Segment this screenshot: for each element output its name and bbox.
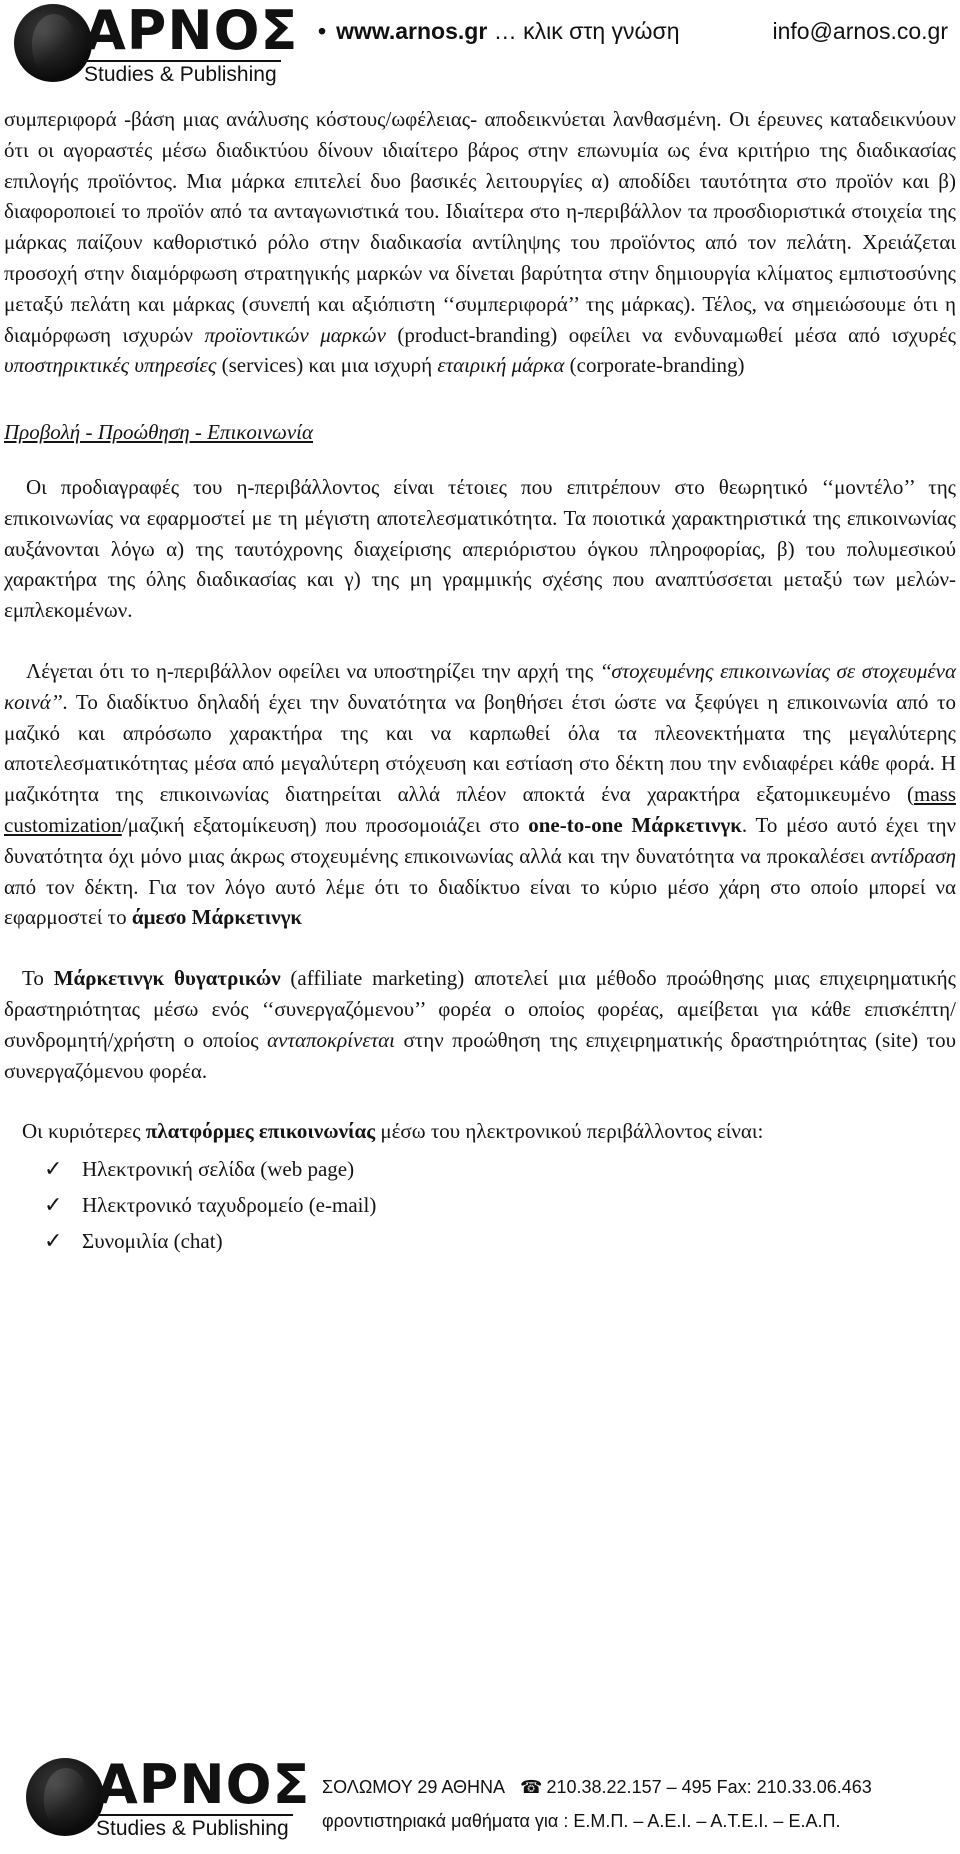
footer-logo [26,1753,311,1841]
emphasis-direct-marketing: άμεσο Μάρκετινγκ [131,905,303,930]
list-item: ✓ Συνομιλία (chat) [44,1223,956,1259]
paragraph-branding: συμπεριφορά -βάση μιας ανάλυσης κόστους/ωφέλειας- αποδεικνύεται λανθασμένη. Οι έρευνες καταδεικνύουν ότι οι αγοραστές μέσω διαδικτύου δίνουν ιδιαίτερο βάρος στην επωνυμία ως ένα κριτήριο της διαδικασίας επιλογής προϊόντος. Μια μάρκα επιτελεί δυο βασικές λειτουργίες α) αποδίδει ταυτότητα στο προϊόν και β) διαφοροποιεί το προϊόν από τα ανταγωνιστικά του. Ιδιαίτερα στο η-περιβάλλον τα προσδιοριστικά στοιχεία της μάρκας παίζουν καθοριστικό ρόλο στην διαδικασία αντίληψης του προϊόντος από τον πελάτη. Χρειάζεται προσοχή στην διαμόρφωση στρατηγικής μαρκών να δίνεται βαρύτητα στην δημιουργία κλίματος εμπιστοσύνης μεταξύ πελάτη και μάρκας (συνεπή και αξιόπιστη ‘‘συμπεριφορά’’ της μάρκας). Τέλος, να σημειώσουμε ότι η διαμόρφωση ισχυρών προϊοντικών μαρκών (product-branding) οφείλει να ενδυναμωθεί μέσα από ισχυρές υποστηρικτικές υπηρεσίες (services) και μια ισχυρή εταιρική μάρκα (corporate-branding) [4,107,956,378]
fax-number: Fax: 210.33.06.463 [716,1777,872,1797]
platform-checklist [4,1151,956,1259]
mass-customization-term: mass customization [4,782,956,837]
check-icon: ✓ [44,1192,63,1218]
page-footer [0,1752,960,1854]
footer-tagline: φροντιστηριακά μαθήματα για : Ε.Μ.Π. – Α.Ε.Ι. – Α.Τ.Ε.Ι. – Ε.Α.Π. [322,1811,841,1831]
paragraph-specifications: Οι προδιαγραφές του η-περιβάλλοντος είναι τέτοιες που επιτρέπουν στο θεωρητικό ‘‘μοντέλο’’ της επικοινωνίας να εφαρμοστεί με τη μέγιστη αποτελεσματικότητα. Τα ποιοτικά χαρακτηριστικά της επικοινωνίας αυξάνονται λόγω α) της ταυτόχρονης διαχείρισης απεριόριστου όγκου πληροφορίας, β) του πολυμεσικού χαρακτήρα της όλης διαδικασίας και γ) της μη γραμμικής σχέσης που αναπτύσσεται μεταξύ των μελών-εμπλεκομένων. [4,474,956,623]
arnos-logo [14,0,299,87]
paragraph-targeted-communication: Λέγεται ότι το η-περιβάλλον οφείλει να υποστηρίζει την αρχή της ‘‘στοχευμένης επικοινωνίας σε στοχευμένα κοινά’’. Το διαδίκτυο δηλαδή έχει την δυνατότητα να βοηθήσει έτσι ώστε να ξεφύγει η επικοινωνία από το μαζικό και απρόσωπο χαρακτήρα της και να καρπωθεί όλα τα πλεονεκτήματα της μεγαλύτερης αποτελεσματικότητας μέσα από μεγαλύτερη στόχευση και εστίαση στο δέκτη που την ενδιαφέρει κάθε φορά. Η μαζικότητα της επικοινωνίας διατηρείται αλλά πλέον αποκτά ένα χαρακτήρα εξατομικευμένο (mass customization/μαζική εξατομίκευση) που προσομοιάζει στο one-to-one Μάρκετινγκ. Το μέσο αυτό έχει την δυνατότητα όχι μόνο μιας άκρως στοχευμένης επικοινωνίας αλλά και την δυνατότητα να προκαλέσει αντίδραση από τον δέκτη. Για τον λόγο αυτό λέμε ότι το διαδίκτυο είναι το κύριο μέσο χάρη στο οποίο μπορεί να εφαρμοστεί το άμεσο Μάρκετινγκ [4,658,956,930]
list-item: ✓ Ηλεκτρονική σελίδα (web page) [44,1151,956,1187]
footer-contact-line [322,1770,872,1804]
emphasis-reaction: αντίδραση [870,843,956,868]
phone-number: 210.38.22.157 – 495 [546,1777,712,1797]
emphasis-affiliate: Μάρκετινγκ θυγατρικών [53,966,281,991]
bullet-icon: • [318,18,327,44]
emphasis-support-services: υποστηρικτικές υπηρεσίες [4,353,217,378]
logo-text [84,0,299,87]
list-item: ✓ Ηλεκτρονικό ταχυδρομείο (e-mail) [44,1187,956,1223]
slogan: … κλικ στη γνώση [493,18,680,44]
document-body [4,104,956,1259]
address: ΣΟΛΩΜΟΥ 29 ΑΘΗΝΑ [322,1777,506,1797]
emphasis-corporate-brand: εταιρική μάρκα [437,353,565,378]
logo-globe-icon [26,1758,104,1836]
page-header [0,0,960,90]
website-link[interactable]: www.arnos.gr [336,18,488,44]
header-contact [318,18,948,45]
logo-name: ΑΡΝΟΣ [96,1753,311,1816]
website-group [318,18,679,45]
paragraph-platforms: Οι κυριότερες πλατφόρμες επικοινωνίας μέσω του ηλεκτρονικού περιβάλλοντος είναι: [22,1119,764,1144]
logo-text [96,1753,311,1841]
emphasis-responds: ανταποκρίνεται [267,1027,395,1052]
footer-info [322,1770,872,1838]
emphasis-product-brands: προϊοντικών μαρκών [204,322,386,347]
phone-icon: ☎ [520,1777,543,1797]
check-icon: ✓ [44,1228,63,1254]
paragraph-affiliate-marketing: Το Μάρκετινγκ θυγατρικών (affiliate marketing) αποτελεί μια μέθοδο προώθησης μιας επιχειρηματικής δραστηριότητας μέσω ενός ‘‘συνεργαζόμενου’’ φορέα ο οποίος φορέας, αμείβεται για κάθε επισκέπτη/συνδρομητή/χρήστη ο οποίος ανταποκρίνεται στην προώθηση της επιχειρηματικής δραστηριότητας (site) του συνεργαζόμενου φορέα. [4,966,956,1083]
logo-name: ΑΡΝΟΣ [84,0,299,62]
email-link[interactable]: info@arnos.co.gr [772,18,948,44]
check-icon: ✓ [44,1156,63,1182]
logo-globe-icon [14,4,92,82]
logo-subtitle: Studies & Publishing [96,1814,293,1841]
section-heading: Προβολή - Προώθηση - Επικοινωνία [4,420,314,445]
emphasis-targeted: ‘‘στοχευμένης επικοινωνίας σε στοχευμένα κοινά’’ [4,658,956,714]
emphasis-platforms: πλατφόρμες επικοινωνίας [145,1119,376,1144]
emphasis-one-to-one: one-to-one Μάρκετινγκ [528,812,742,837]
logo-subtitle: Studies & Publishing [84,60,281,87]
